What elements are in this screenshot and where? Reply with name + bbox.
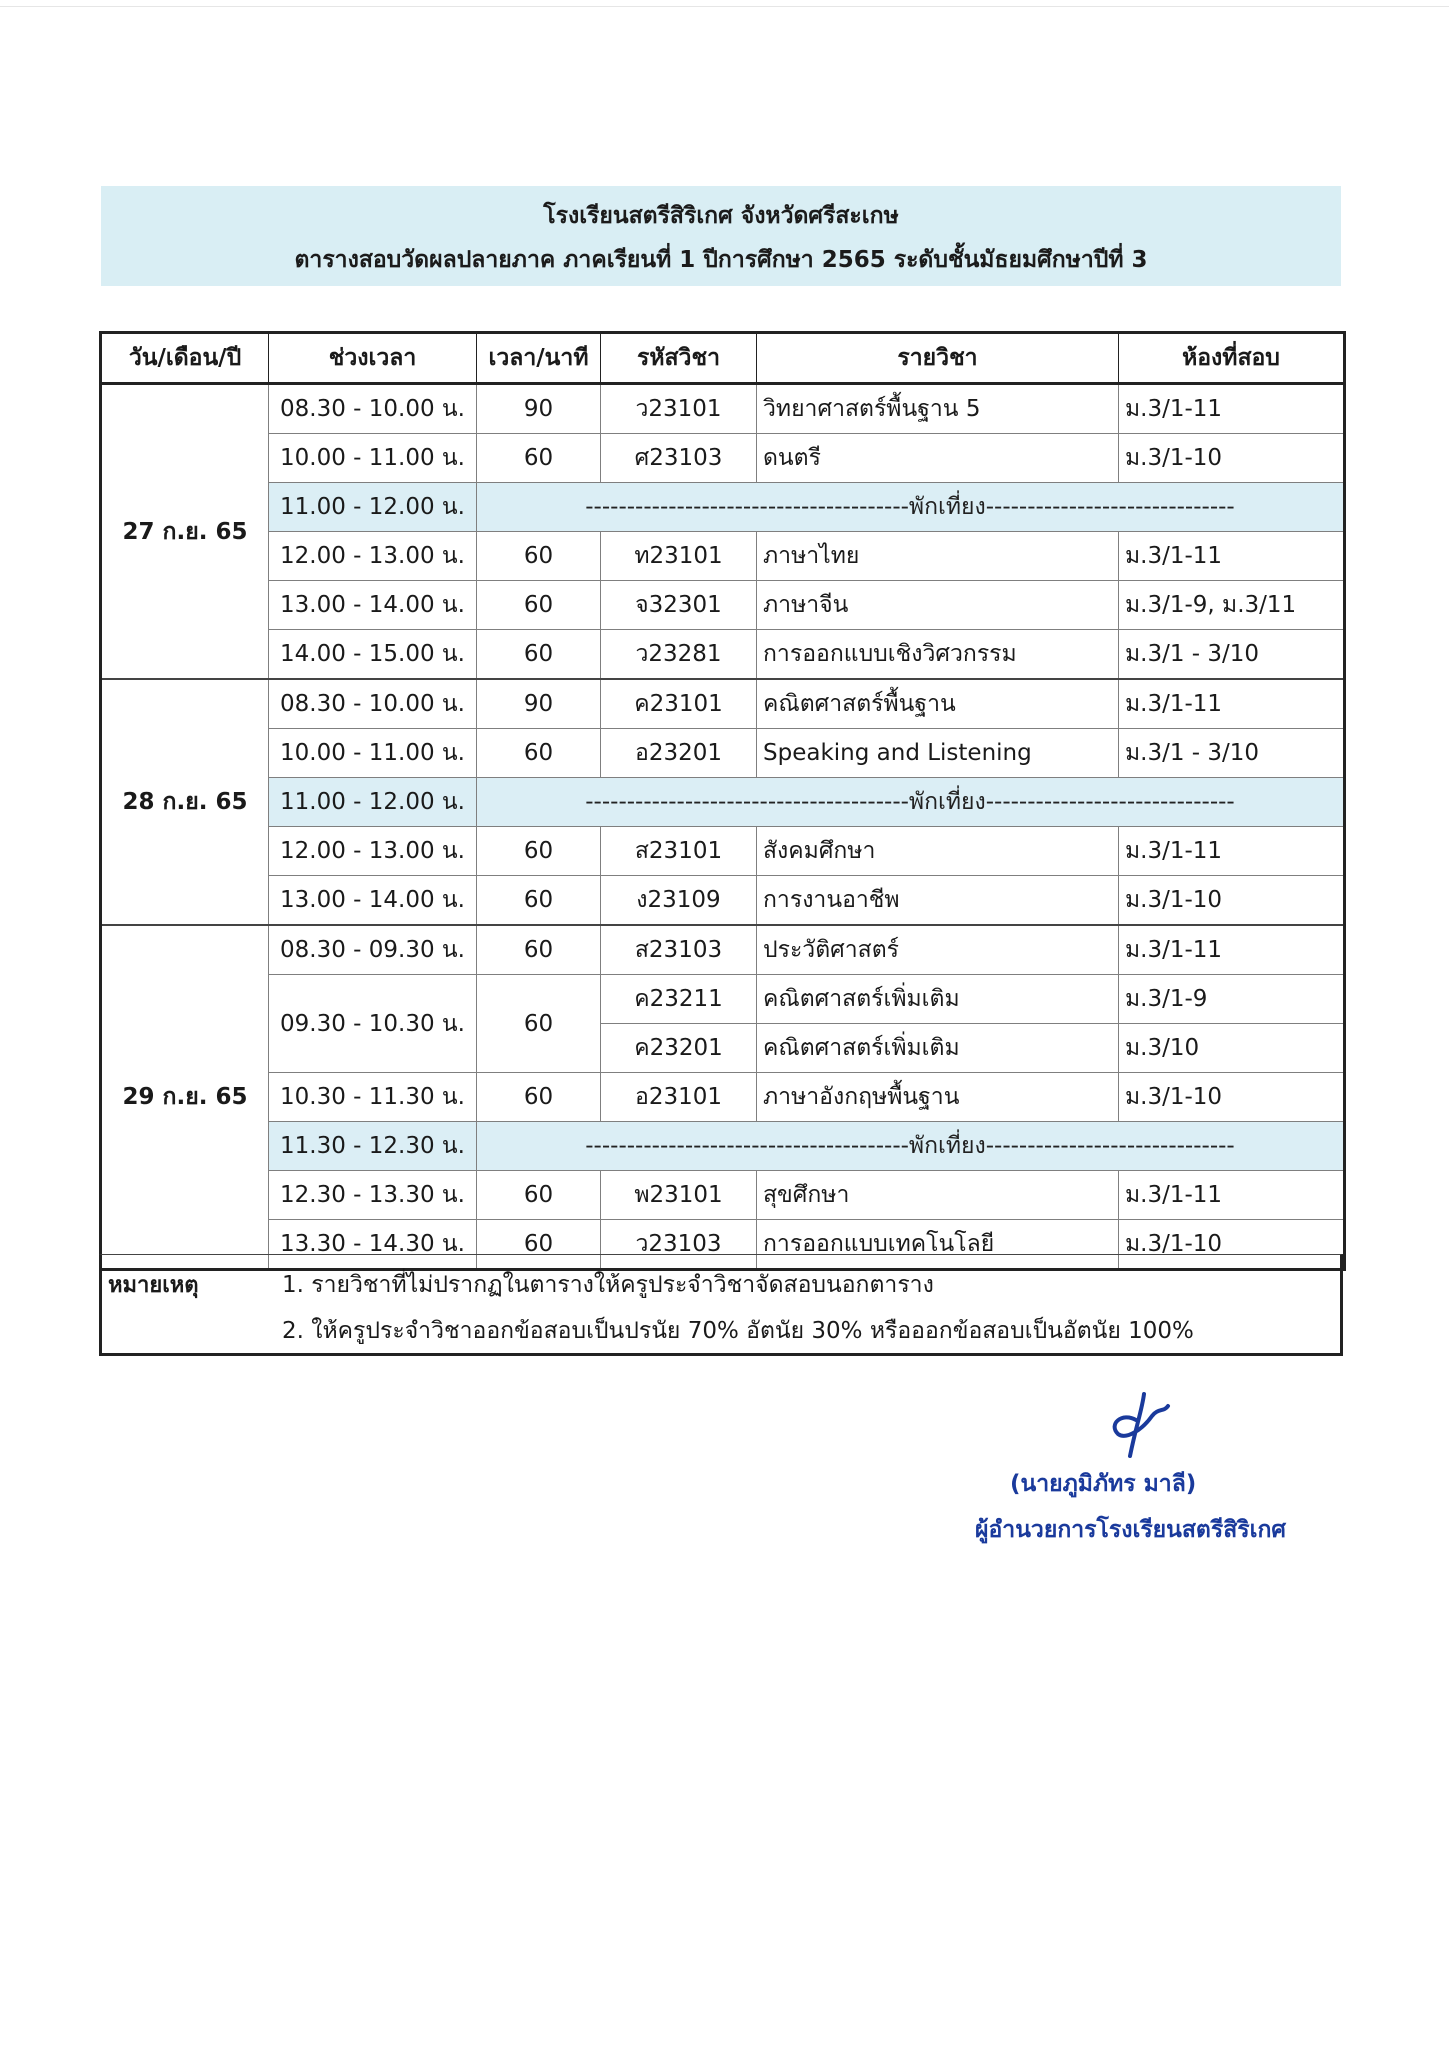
subject-cell: การงานอาชีพ [757,876,1119,926]
time-cell: 09.30 - 10.30 น. [269,975,477,1073]
minutes-cell: 60 [477,975,601,1073]
col-header-code: รหัสวิชา [601,333,757,384]
minutes-cell: 90 [477,679,601,729]
room-cell: ม.3/1-9 [1119,975,1345,1024]
minutes-cell: 60 [477,729,601,778]
table-header-row [101,333,1345,384]
subject-cell: วิทยาศาสตร์พื้นฐาน 5 [757,384,1119,434]
subject-cell: การออกแบบเทคโนโลยี [757,1220,1119,1270]
time-cell: 08.30 - 10.00 น. [269,384,477,434]
lunch-break-row [101,778,1345,827]
minutes-cell: 60 [477,532,601,581]
lunch-break-row [101,1122,1345,1171]
time-cell: 11.30 - 12.30 น. [269,1122,477,1171]
code-cell: ว23103 [601,1220,757,1270]
subject-cell: คณิตศาสตร์พื้นฐาน [757,679,1119,729]
code-cell: อ23101 [601,1073,757,1122]
time-cell: 13.00 - 14.00 น. [269,581,477,630]
table-row [101,581,1345,630]
time-cell: 13.00 - 14.00 น. [269,876,477,926]
room-cell: ม.3/1 - 3/10 [1119,729,1345,778]
col-header-date: วัน/เดือน/ปี [101,333,269,384]
table-row [101,630,1345,680]
col-header-room: ห้องที่สอบ [1119,333,1345,384]
minutes-cell: 60 [477,1073,601,1122]
table-row [101,1171,1345,1220]
time-cell: 10.00 - 11.00 น. [269,434,477,483]
time-cell: 12.00 - 13.00 น. [269,827,477,876]
time-cell: 14.00 - 15.00 น. [269,630,477,680]
lunch-break-cell: ---------------------------------------พักเที่ยง------------------------------ [477,778,1345,827]
table-row [101,975,1345,1024]
table-row [101,384,1345,434]
code-cell: ค23211 [601,975,757,1024]
subject-cell: คณิตศาสตร์เพิ่มเติม [757,975,1119,1024]
minutes-cell: 60 [477,1220,601,1270]
subject-cell: Speaking and Listening [757,729,1119,778]
time-cell: 10.00 - 11.00 น. [269,729,477,778]
table-row [101,729,1345,778]
subject-cell: ภาษาจีน [757,581,1119,630]
room-cell: ม.3/1-11 [1119,384,1345,434]
table-row [101,876,1345,926]
note-item: 2. ให้ครูประจำวิชาออกข้อสอบเป็นปรนัย 70% อัตนัย 30% หรือออกข้อสอบเป็นอัตนัย 100% [282,1318,1194,1344]
time-cell: 13.30 - 14.30 น. [269,1220,477,1270]
signature-scribble-icon [1092,1390,1172,1460]
page-top-rule [0,6,1449,7]
time-cell: 10.30 - 11.30 น. [269,1073,477,1122]
room-cell: ม.3/1-10 [1119,876,1345,926]
col-header-minutes: เวลา/นาที [477,333,601,384]
room-cell: ม.3/1 - 3/10 [1119,630,1345,680]
lunch-break-cell: ---------------------------------------พักเที่ยง------------------------------ [477,483,1345,532]
room-cell: ม.3/1-11 [1119,532,1345,581]
code-cell: จ32301 [601,581,757,630]
room-cell: ม.3/1-10 [1119,1073,1345,1122]
table-row [101,827,1345,876]
time-cell: 08.30 - 09.30 น. [269,925,477,975]
minutes-cell: 60 [477,581,601,630]
subject-cell: สุขศึกษา [757,1171,1119,1220]
signatory-name: (นายภูมิภัทร มาลี) [1010,1471,1197,1497]
minutes-cell: 60 [477,876,601,926]
room-cell: ม.3/1-11 [1119,679,1345,729]
time-cell: 11.00 - 12.00 น. [269,483,477,532]
time-cell: 11.00 - 12.00 น. [269,778,477,827]
school-name: โรงเรียนสตรีสิริเกศ จังหวัดศรีสะเกษ [543,203,899,229]
lunch-break-row [101,483,1345,532]
code-cell: ค23101 [601,679,757,729]
table-row [101,925,1345,975]
subject-cell: ประวัติศาสตร์ [757,925,1119,975]
code-cell: พ23101 [601,1171,757,1220]
date-cell: 27 ก.ย. 65 [101,384,269,680]
code-cell: ค23201 [601,1024,757,1073]
table-row [101,434,1345,483]
time-cell: 12.00 - 13.00 น. [269,532,477,581]
room-cell: ม.3/1-10 [1119,1220,1345,1270]
time-cell: 12.30 - 13.30 น. [269,1171,477,1220]
subject-cell: การออกแบบเชิงวิศวกรรม [757,630,1119,680]
note-item: 1. รายวิชาที่ไม่ปรากฏในตารางให้ครูประจำวิชาจัดสอบนอกตาราง [282,1272,934,1298]
room-cell: ม.3/1-11 [1119,827,1345,876]
exam-schedule-table [99,331,1346,1271]
code-cell: ศ23103 [601,434,757,483]
notes-label: หมายเหตุ [108,1273,199,1298]
minutes-cell: 60 [477,1171,601,1220]
code-cell: ว23101 [601,384,757,434]
minutes-cell: 60 [477,925,601,975]
subject-cell: คณิตศาสตร์เพิ่มเติม [757,1024,1119,1073]
lunch-break-cell: ---------------------------------------พักเที่ยง------------------------------ [477,1122,1345,1171]
subject-cell: ภาษาไทย [757,532,1119,581]
table-row [101,532,1345,581]
date-cell: 29 ก.ย. 65 [101,925,269,1270]
schedule-title: ตารางสอบวัดผลปลายภาค ภาคเรียนที่ 1 ปีการศึกษา 2565 ระดับชั้นมัธยมศึกษาปีที่ 3 [294,247,1148,273]
room-cell: ม.3/10 [1119,1024,1345,1073]
code-cell: ส23103 [601,925,757,975]
room-cell: ม.3/1-11 [1119,1171,1345,1220]
room-cell: ม.3/1-11 [1119,925,1345,975]
code-cell: ท23101 [601,532,757,581]
notes-box [99,1254,1343,1356]
col-header-subject: รายวิชา [757,333,1119,384]
minutes-cell: 60 [477,827,601,876]
subject-cell: ดนตรี [757,434,1119,483]
table-row [101,679,1345,729]
minutes-cell: 90 [477,384,601,434]
room-cell: ม.3/1-10 [1119,434,1345,483]
time-cell: 08.30 - 10.00 น. [269,679,477,729]
subject-cell: ภาษาอังกฤษพื้นฐาน [757,1073,1119,1122]
code-cell: ว23281 [601,630,757,680]
document-header [101,186,1341,286]
col-header-time: ช่วงเวลา [269,333,477,384]
code-cell: ส23101 [601,827,757,876]
signatory-title: ผู้อำนวยการโรงเรียนสตรีสิริเกศ [975,1517,1286,1543]
subject-cell: สังคมศึกษา [757,827,1119,876]
minutes-cell: 60 [477,630,601,680]
room-cell: ม.3/1-9, ม.3/11 [1119,581,1345,630]
date-cell: 28 ก.ย. 65 [101,679,269,925]
minutes-cell: 60 [477,434,601,483]
code-cell: ง23109 [601,876,757,926]
code-cell: อ23201 [601,729,757,778]
table-row [101,1073,1345,1122]
